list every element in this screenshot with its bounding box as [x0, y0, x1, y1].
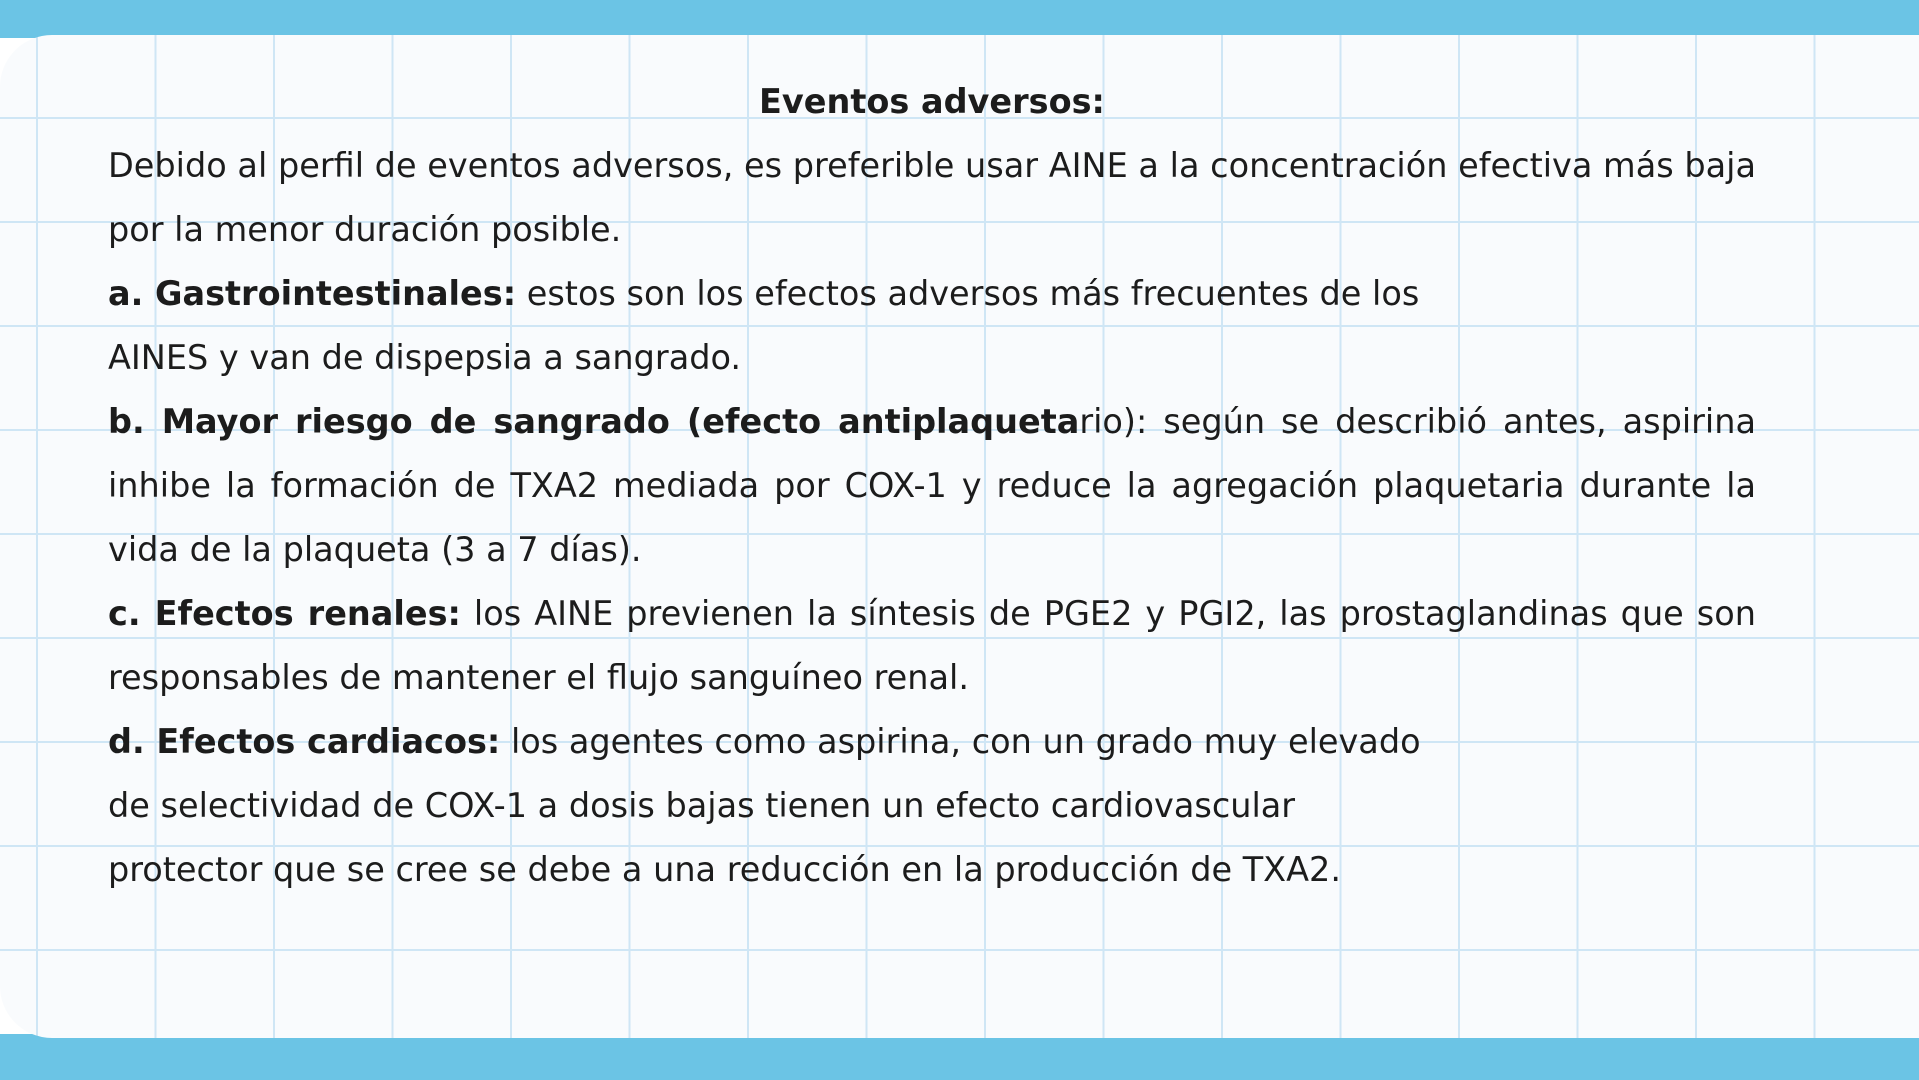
item-gastrointestinal-heading: a. Gastrointestinales:	[108, 274, 517, 313]
item-renal	[108, 582, 1756, 710]
top-band	[0, 0, 1919, 38]
item-renal-text: los AINE previenen la síntesis de PGE2 y PGI2, las prostaglandinas que son responsables de mantener el flujo sanguíneo renal.	[108, 594, 1756, 697]
bottom-band	[0, 1034, 1919, 1080]
slide-title: Eventos adversos:	[759, 82, 1105, 121]
item-cardiac-line1	[108, 710, 1756, 774]
item-bleeding-heading: b. Mayor riesgo de sangrado (efecto antiplaqueta	[108, 402, 1080, 441]
item-cardiac-heading: d. Efectos cardiacos:	[108, 722, 501, 761]
item-gastrointestinal-line2: AINES y van de dispepsia a sangrado.	[108, 338, 742, 377]
slide-content	[108, 70, 1756, 902]
item-gastrointestinal	[108, 262, 1756, 390]
item-cardiac-line3: protector que se cree se debe a una reducción en la producción de TXA2.	[108, 850, 1342, 889]
item-renal-heading: c. Efectos renales:	[108, 594, 461, 633]
item-cardiac	[108, 710, 1756, 902]
item-gastrointestinal-line1	[108, 262, 1756, 326]
intro-paragraph: Debido al perfil de eventos adversos, es preferible usar AINE a la concentración efectiva más baja por la menor duración posible.	[108, 146, 1756, 249]
item-cardiac-text1: los agentes como aspirina, con un grado muy elevado	[500, 722, 1421, 761]
item-gastrointestinal-text1: estos son los efectos adversos más frecuentes de los	[516, 274, 1420, 313]
item-bleeding-text: rio): según se describió antes, aspirina inhibe la formación de TXA2 mediada por COX-1 y reduce la agregación plaquetaria durante la vida de la plaqueta (3 a 7 días).	[108, 402, 1756, 569]
item-cardiac-line2: de selectividad de COX-1 a dosis bajas tienen un efecto cardiovascular	[108, 786, 1296, 825]
item-bleeding	[108, 390, 1756, 582]
